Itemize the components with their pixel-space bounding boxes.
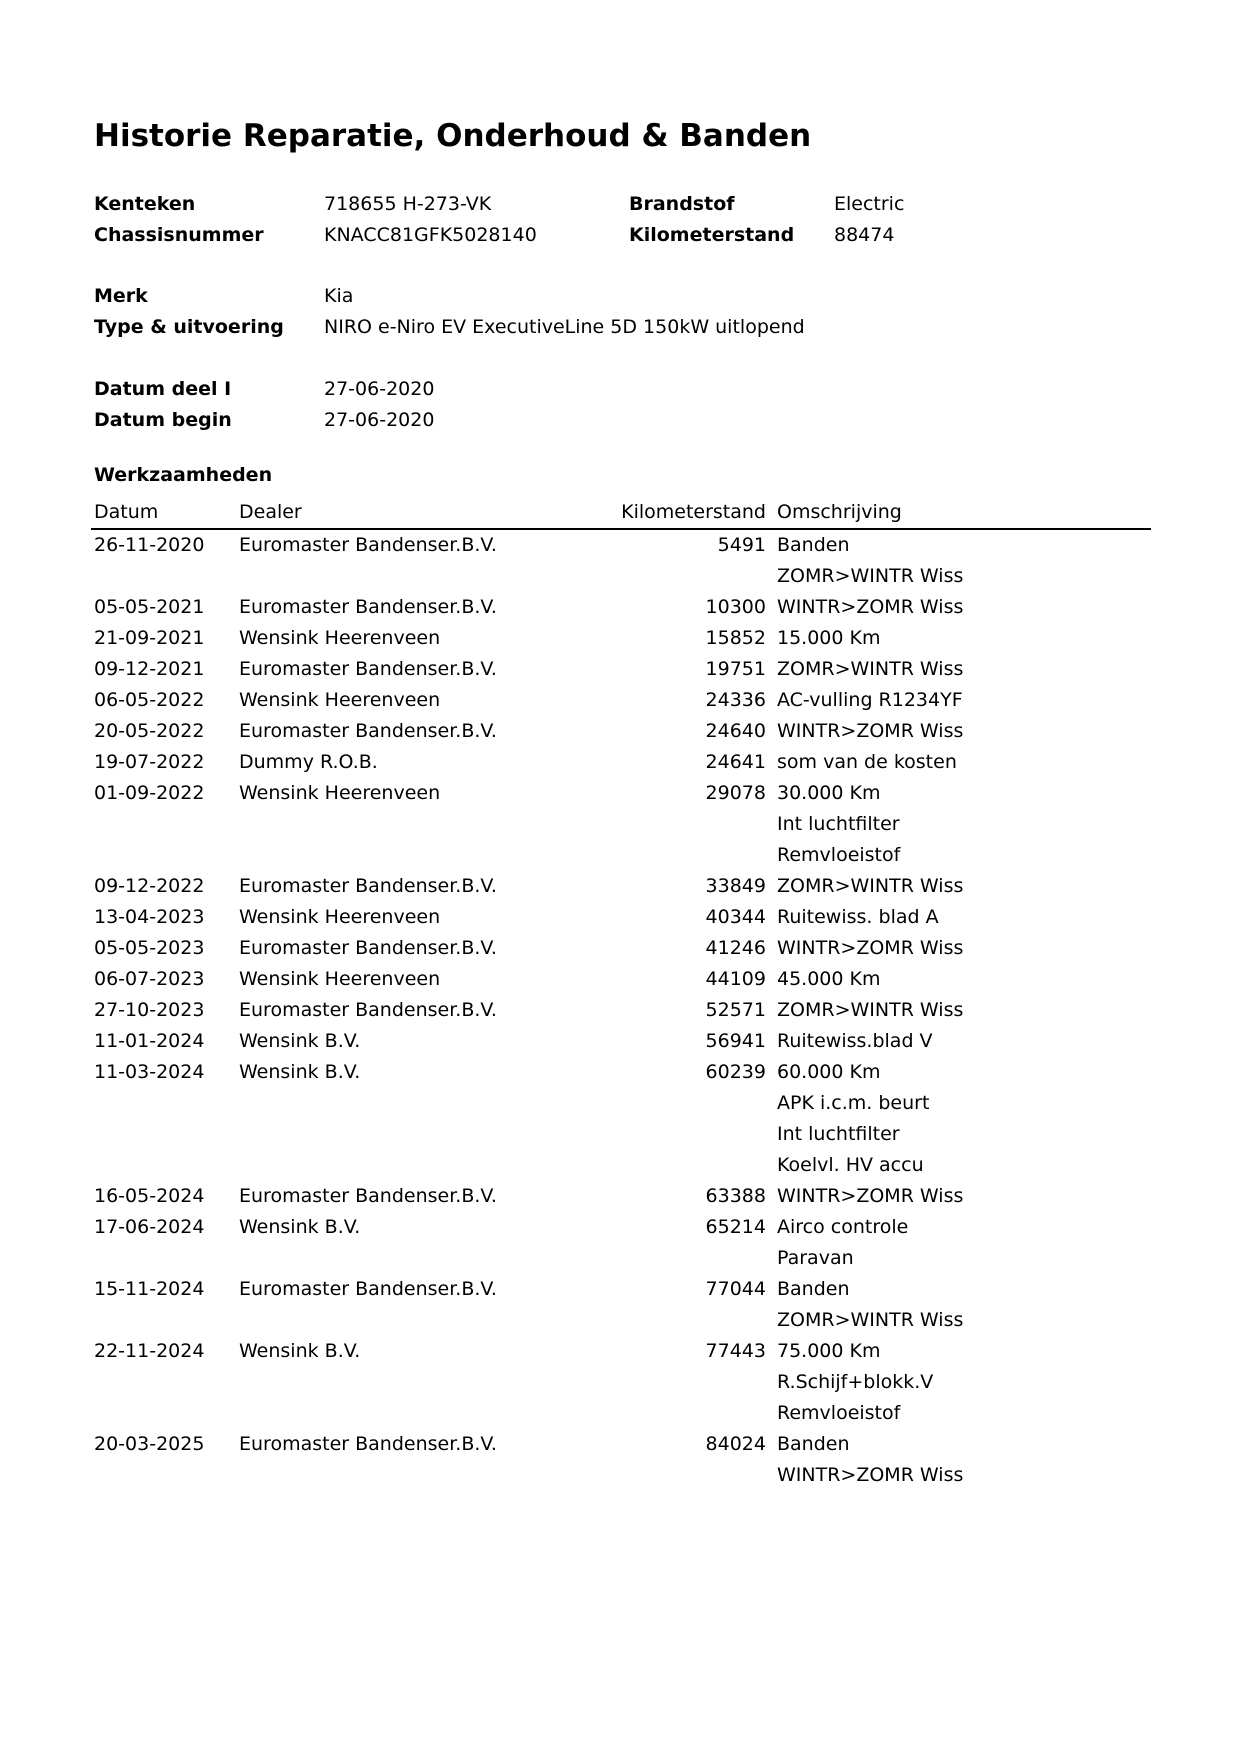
row-dealer: Euromaster Bandenser.B.V.	[239, 1185, 497, 1207]
row-date: 11-01-2024	[94, 1030, 205, 1052]
table-row	[91, 778, 1151, 871]
omschrijving-line: ZOMR>WINTR Wiss	[777, 999, 964, 1021]
merk-label: Merk	[94, 285, 148, 307]
table-row	[91, 1057, 1151, 1181]
table-row	[91, 530, 1151, 592]
omschrijving-line: Ruitewiss.blad V	[777, 1030, 933, 1052]
kenteken-label: Kenteken	[94, 193, 196, 215]
page-title: Historie Reparatie, Onderhoud & Banden	[94, 118, 812, 154]
row-omschrijving	[777, 1336, 1151, 1429]
row-dealer: Euromaster Bandenser.B.V.	[239, 999, 497, 1021]
datum-deel-label: Datum deel I	[94, 378, 232, 400]
row-omschrijving	[777, 1212, 1151, 1274]
kilometerstand-label: Kilometerstand	[629, 224, 795, 246]
omschrijving-line: R.Schijf+blokk.V	[777, 1371, 934, 1393]
row-date: 05-05-2023	[94, 937, 205, 959]
row-date: 11-03-2024	[94, 1061, 205, 1083]
werkzaamheden-heading: Werkzaamheden	[94, 464, 273, 486]
row-kilometerstand: 44109	[705, 968, 766, 990]
omschrijving-line: Paravan	[777, 1247, 854, 1269]
table-row	[91, 623, 1151, 654]
row-dealer: Wensink B.V.	[239, 1340, 361, 1362]
row-kilometerstand: 52571	[705, 999, 766, 1021]
omschrijving-line: WINTR>ZOMR Wiss	[777, 1185, 964, 1207]
row-omschrijving	[777, 1181, 1151, 1212]
chassis-value: KNACC81GFK5028140	[324, 224, 537, 246]
row-date: 21-09-2021	[94, 627, 205, 649]
row-kilometerstand: 10300	[705, 596, 766, 618]
omschrijving-line: ZOMR>WINTR Wiss	[777, 658, 964, 680]
table-row	[91, 747, 1151, 778]
datum-deel-value: 27-06-2020	[324, 378, 435, 400]
omschrijving-line: ZOMR>WINTR Wiss	[777, 1309, 964, 1331]
omschrijving-line: ZOMR>WINTR Wiss	[777, 565, 964, 587]
header-kilometerstand: Kilometerstand	[621, 501, 766, 523]
row-dealer: Euromaster Bandenser.B.V.	[239, 596, 497, 618]
row-omschrijving	[777, 1057, 1151, 1181]
omschrijving-line: WINTR>ZOMR Wiss	[777, 596, 964, 618]
omschrijving-line: Banden	[777, 1278, 850, 1300]
row-omschrijving	[777, 592, 1151, 623]
row-kilometerstand: 5491	[717, 534, 766, 556]
row-date: 17-06-2024	[94, 1216, 205, 1238]
row-dealer: Euromaster Bandenser.B.V.	[239, 1433, 497, 1455]
table-row	[91, 902, 1151, 933]
row-date: 20-05-2022	[94, 720, 205, 742]
table-header	[91, 497, 1151, 530]
row-omschrijving	[777, 530, 1151, 592]
row-dealer: Wensink Heerenveen	[239, 782, 441, 804]
brandstof-label: Brandstof	[629, 193, 735, 215]
omschrijving-line: ZOMR>WINTR Wiss	[777, 875, 964, 897]
brandstof-value: Electric	[834, 193, 905, 215]
omschrijving-line: 30.000 Km	[777, 782, 881, 804]
row-omschrijving	[777, 1274, 1151, 1336]
row-kilometerstand: 24640	[705, 720, 766, 742]
row-kilometerstand: 24336	[705, 689, 766, 711]
row-kilometerstand: 56941	[705, 1030, 766, 1052]
omschrijving-line: 60.000 Km	[777, 1061, 881, 1083]
table-row	[91, 716, 1151, 747]
omschrijving-line: Int luchtfilter	[777, 1123, 900, 1145]
row-dealer: Dummy R.O.B.	[239, 751, 378, 773]
table-row	[91, 871, 1151, 902]
table-body	[91, 530, 1151, 1491]
row-kilometerstand: 77443	[705, 1340, 766, 1362]
table-row	[91, 654, 1151, 685]
row-date: 22-11-2024	[94, 1340, 205, 1362]
row-date: 27-10-2023	[94, 999, 205, 1021]
table-row	[91, 933, 1151, 964]
omschrijving-line: 75.000 Km	[777, 1340, 881, 1362]
omschrijving-line: APK i.c.m. beurt	[777, 1092, 930, 1114]
work-table	[91, 497, 1151, 1491]
row-omschrijving	[777, 871, 1151, 902]
row-omschrijving	[777, 716, 1151, 747]
datum-begin-value: 27-06-2020	[324, 409, 435, 431]
omschrijving-line: WINTR>ZOMR Wiss	[777, 720, 964, 742]
row-dealer: Euromaster Bandenser.B.V.	[239, 937, 497, 959]
omschrijving-line: Banden	[777, 534, 850, 556]
row-date: 15-11-2024	[94, 1278, 205, 1300]
row-omschrijving	[777, 654, 1151, 685]
row-date: 16-05-2024	[94, 1185, 205, 1207]
omschrijving-line: Remvloeistof	[777, 844, 901, 866]
table-row	[91, 1429, 1151, 1491]
row-date: 20-03-2025	[94, 1433, 205, 1455]
row-omschrijving	[777, 995, 1151, 1026]
header-dealer: Dealer	[239, 501, 302, 523]
row-omschrijving	[777, 747, 1151, 778]
row-kilometerstand: 33849	[705, 875, 766, 897]
row-dealer: Euromaster Bandenser.B.V.	[239, 720, 497, 742]
row-kilometerstand: 15852	[705, 627, 766, 649]
row-dealer: Euromaster Bandenser.B.V.	[239, 1278, 497, 1300]
chassis-label: Chassisnummer	[94, 224, 264, 246]
row-omschrijving	[777, 685, 1151, 716]
header-date: Datum	[94, 501, 159, 523]
row-date: 01-09-2022	[94, 782, 205, 804]
row-omschrijving	[777, 933, 1151, 964]
row-date: 13-04-2023	[94, 906, 205, 928]
row-kilometerstand: 60239	[705, 1061, 766, 1083]
omschrijving-line: Int luchtfilter	[777, 813, 900, 835]
row-dealer: Wensink B.V.	[239, 1216, 361, 1238]
row-kilometerstand: 29078	[705, 782, 766, 804]
row-kilometerstand: 24641	[705, 751, 766, 773]
row-dealer: Euromaster Bandenser.B.V.	[239, 534, 497, 556]
row-date: 06-05-2022	[94, 689, 205, 711]
row-kilometerstand: 40344	[705, 906, 766, 928]
table-row	[91, 1274, 1151, 1336]
type-value: NIRO e-Niro EV ExecutiveLine 5D 150kW uitlopend	[324, 316, 805, 338]
row-omschrijving	[777, 1026, 1151, 1057]
row-date: 06-07-2023	[94, 968, 205, 990]
table-row	[91, 685, 1151, 716]
row-dealer: Wensink Heerenveen	[239, 968, 441, 990]
table-row	[91, 1212, 1151, 1274]
omschrijving-line: 15.000 Km	[777, 627, 881, 649]
header-omschrijving: Omschrijving	[777, 501, 902, 523]
omschrijving-line: Airco controle	[777, 1216, 909, 1238]
kilometerstand-value: 88474	[834, 224, 895, 246]
row-date: 09-12-2021	[94, 658, 205, 680]
row-dealer: Wensink B.V.	[239, 1061, 361, 1083]
merk-value: Kia	[324, 285, 354, 307]
row-dealer: Wensink Heerenveen	[239, 627, 441, 649]
table-row	[91, 1026, 1151, 1057]
row-date: 26-11-2020	[94, 534, 205, 556]
row-omschrijving	[777, 964, 1151, 995]
row-dealer: Euromaster Bandenser.B.V.	[239, 658, 497, 680]
omschrijving-line: AC-vulling R1234YF	[777, 689, 963, 711]
row-omschrijving	[777, 902, 1151, 933]
row-date: 09-12-2022	[94, 875, 205, 897]
row-dealer: Wensink Heerenveen	[239, 906, 441, 928]
table-row	[91, 1336, 1151, 1429]
row-kilometerstand: 19751	[705, 658, 766, 680]
omschrijving-line: som van de kosten	[777, 751, 957, 773]
row-kilometerstand: 41246	[705, 937, 766, 959]
omschrijving-line: 45.000 Km	[777, 968, 881, 990]
omschrijving-line: Remvloeistof	[777, 1402, 901, 1424]
table-row	[91, 592, 1151, 623]
type-label: Type & uitvoering	[94, 316, 284, 338]
kenteken-value: 718655 H-273-VK	[324, 193, 492, 215]
omschrijving-line: WINTR>ZOMR Wiss	[777, 1464, 964, 1486]
row-dealer: Euromaster Bandenser.B.V.	[239, 875, 497, 897]
row-omschrijving	[777, 778, 1151, 871]
row-date: 05-05-2021	[94, 596, 205, 618]
row-dealer: Wensink Heerenveen	[239, 689, 441, 711]
table-row	[91, 1181, 1151, 1212]
row-kilometerstand: 84024	[705, 1433, 766, 1455]
omschrijving-line: Koelvl. HV accu	[777, 1154, 924, 1176]
row-date: 19-07-2022	[94, 751, 205, 773]
omschrijving-line: Banden	[777, 1433, 850, 1455]
table-row	[91, 964, 1151, 995]
datum-begin-label: Datum begin	[94, 409, 232, 431]
omschrijving-line: WINTR>ZOMR Wiss	[777, 937, 964, 959]
row-kilometerstand: 77044	[705, 1278, 766, 1300]
row-omschrijving	[777, 623, 1151, 654]
row-omschrijving	[777, 1429, 1151, 1491]
row-dealer: Wensink B.V.	[239, 1030, 361, 1052]
omschrijving-line: Ruitewiss. blad A	[777, 906, 939, 928]
table-row	[91, 995, 1151, 1026]
row-kilometerstand: 65214	[705, 1216, 766, 1238]
row-kilometerstand: 63388	[705, 1185, 766, 1207]
